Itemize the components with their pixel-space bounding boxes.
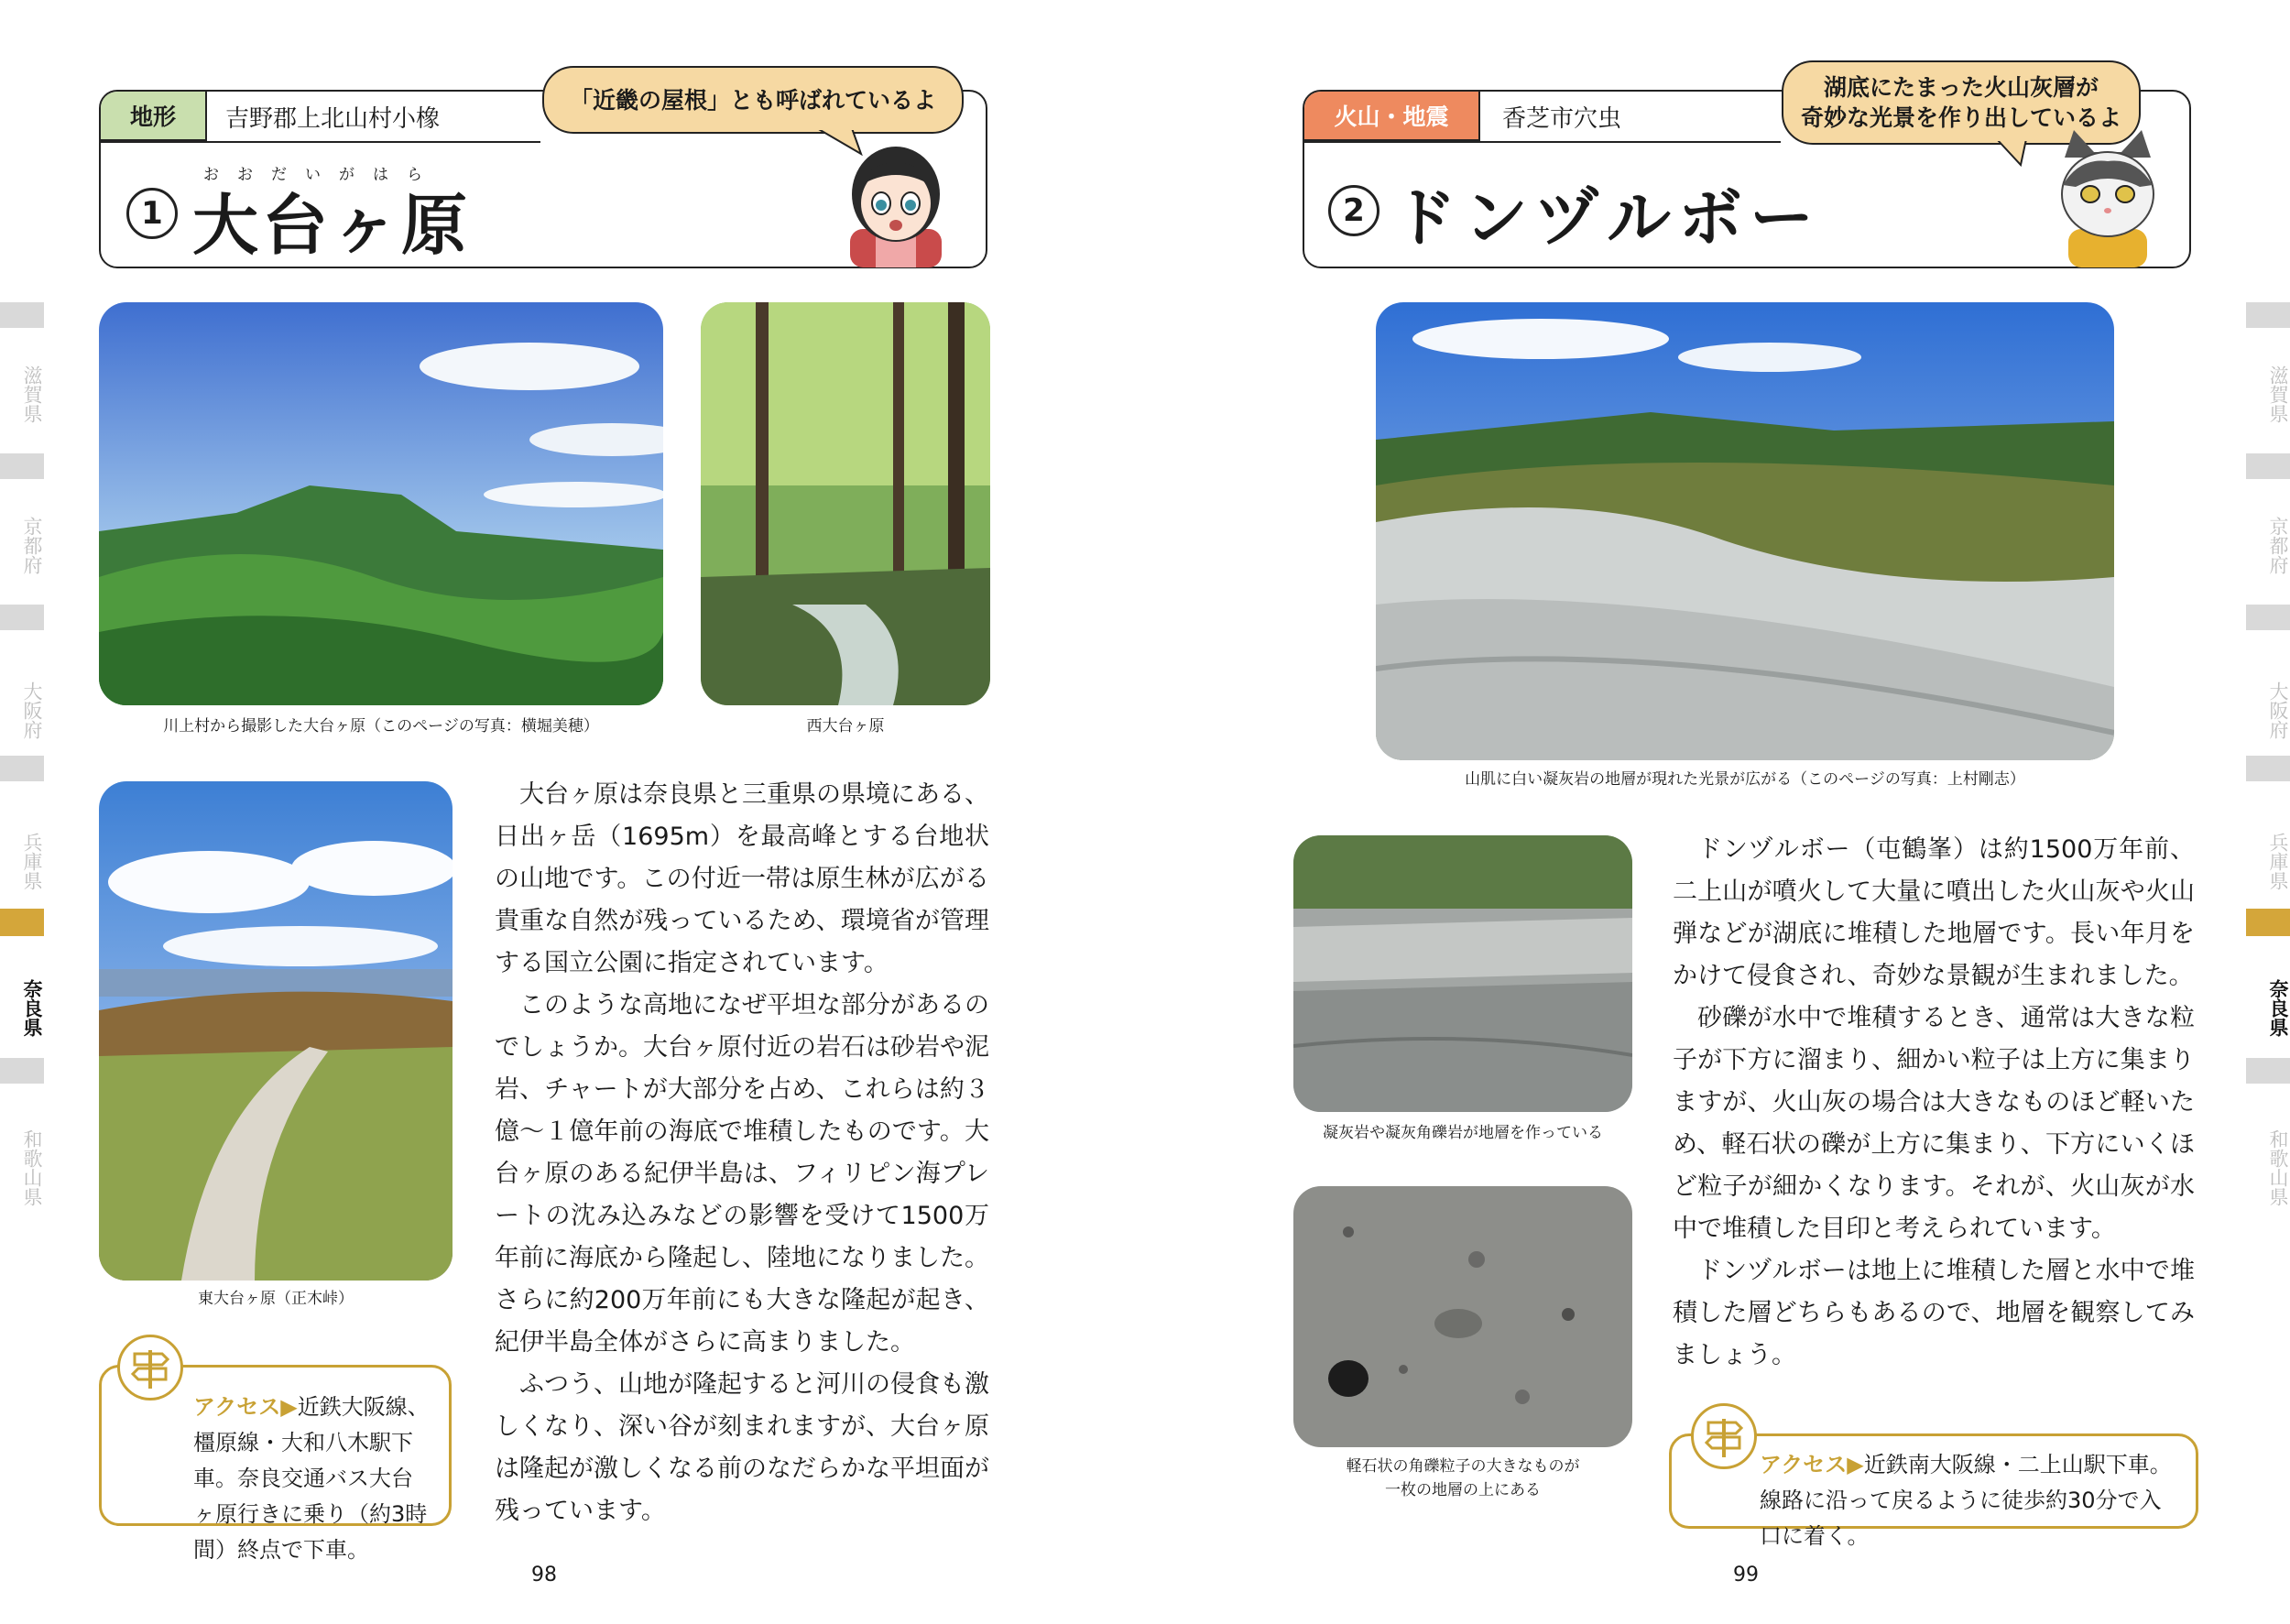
left-page-number: 98 xyxy=(531,1564,557,1586)
left-title-number: 1 xyxy=(126,188,178,239)
photo-donzurubo-landscape-caption: 山肌に白い凝灰岩の地層が現れた光景が広がる（このページの写真：上村剛志） xyxy=(1465,770,2025,789)
photo-tuff-caption: 凝灰岩や凝灰角礫岩が地層を作っている xyxy=(1323,1124,1603,1142)
tab-kyoto-right[interactable]: 京都府 xyxy=(2267,516,2289,574)
right-access-text: 近鉄南大阪線・二上山駅下車。線路に沿って戻るように徒歩約30分で入口に着く。 xyxy=(1760,1452,2172,1549)
tab-divider xyxy=(0,453,44,479)
tab-shiga-right[interactable]: 滋賀県 xyxy=(2267,365,2289,423)
left-location: 吉野郡上北山村小橡 xyxy=(225,104,441,133)
tab-active-marker-right xyxy=(2246,909,2290,936)
tab-divider xyxy=(0,302,44,328)
tab-divider xyxy=(0,756,44,781)
right-category-tag-label: 火山・地震 xyxy=(1334,104,1449,130)
girl-mascot-illustration xyxy=(841,128,951,267)
tab-active-marker xyxy=(0,909,44,936)
right-title-number: 2 xyxy=(1328,185,1379,236)
tab-divider xyxy=(0,1058,44,1084)
tab-divider xyxy=(2246,605,2290,630)
right-title: ドンヅルボー xyxy=(1392,180,1821,256)
right-header-divider xyxy=(1304,141,1781,143)
tab-nara[interactable]: 奈良県 xyxy=(21,978,43,1037)
signpost-icon-right xyxy=(1691,1403,1757,1469)
tab-divider xyxy=(2246,1058,2290,1084)
photo-higashi-caption: 東大台ヶ原（正木峠） xyxy=(198,1290,354,1308)
tab-divider xyxy=(2246,453,2290,479)
left-body-text xyxy=(495,774,989,1532)
tab-divider xyxy=(2246,756,2290,781)
photo-kawakami-view xyxy=(99,302,663,705)
right-body-paragraph-3: ドンヅルボーは地上に堆積した層と水中で堆積した層どちらもあるので、地層を観察してみましょう。 xyxy=(1673,1257,2195,1369)
tab-divider xyxy=(0,605,44,630)
left-body-paragraph-3: ふつう、山地が隆起すると河川の侵食も激しくなり、深い谷が刻まれますが、大台ヶ原は隆起が激しくなる前のなだらかな平坦面が残っています。 xyxy=(495,1370,989,1525)
right-page-number: 99 xyxy=(1733,1564,1759,1586)
tab-wakayama-right[interactable]: 和歌山県 xyxy=(2267,1129,2289,1206)
photo-tuff-layers xyxy=(1293,835,1632,1112)
right-prefecture-tabs xyxy=(2246,302,2290,1206)
right-location: 香芝市穴虫 xyxy=(1502,104,1622,133)
tab-hyogo[interactable]: 兵庫県 xyxy=(21,832,43,890)
right-bubble-line-2: 奇妙な光景を作り出しているよ xyxy=(1800,104,2121,131)
left-speech-bubble xyxy=(542,66,964,134)
right-body-paragraph-1: ドンヅルボー（屯鶴峯）は約1500万年前、二上山が噴火して大量に噴出した火山灰や火山弾などが湖底に堆積した地層です。長い年月をかけて侵食され、奇妙な景観が生まれました。 xyxy=(1673,835,2195,990)
left-access-text: 近鉄大阪線、橿原線・大和八木駅下車。奈良交通バス大台ヶ原行きに乗り（約3時間）終点で下車。 xyxy=(193,1394,430,1563)
tab-wakayama[interactable]: 和歌山県 xyxy=(21,1129,43,1206)
photo-pumice-gravel xyxy=(1293,1186,1632,1447)
right-body-paragraph-2: 砂礫が水中で堆積するとき、通常は大きな粒子が下方に溜まり、細かい粒子は上方に集まりますが、火山灰の場合は大きなものほど軽いため、軽石状の礫が上方に集まり、下方にいくほど粒子が細かくなります。それが、火山灰が水中で堆積した目印と考えられています。 xyxy=(1673,1004,2195,1243)
left-bubble-text: 「近畿の屋根」とも呼ばれているよ xyxy=(569,86,936,114)
photo-higashi-odaigahara xyxy=(99,781,453,1281)
left-category-tag xyxy=(101,92,207,141)
left-title: 大台ヶ原 xyxy=(192,187,472,264)
left-prefecture-tabs xyxy=(0,302,44,1206)
tab-kyoto[interactable]: 京都府 xyxy=(21,516,43,574)
tab-nara-right[interactable]: 奈良県 xyxy=(2267,978,2289,1037)
photo-nishi-odaigahara xyxy=(701,302,990,705)
left-title-ruby: おおだいがはら xyxy=(203,166,441,184)
left-category-tag-label: 地形 xyxy=(129,104,176,130)
photo-nishi-caption: 西大台ヶ原 xyxy=(806,717,885,736)
cat-mascot-illustration xyxy=(2052,130,2164,267)
right-bubble-line-1: 湖底にたまった火山灰層が xyxy=(1823,74,2099,101)
left-body-paragraph-2: このような高地になぜ平坦な部分があるのでしょうか。大台ヶ原付近の岩石は砂岩や泥岩、チャートが大部分を占め、これらは約３億～１億年前の海底で堆積したものです。大台ヶ原のある紀伊半島は、フィリピン海プレートの沈み込みなどの影響を受けて1500万年前に海底から隆起し、陸地になりました。さらに約200万年前にも大きな隆起が起き、紀伊半島全体がさらに高まりました。 xyxy=(495,991,989,1357)
photo-donzurubo-landscape xyxy=(1376,302,2114,760)
tab-divider xyxy=(2246,302,2290,328)
right-category-tag xyxy=(1304,92,1480,141)
photo-pumice-caption-line-1: 軽石状の角礫粒子の大きなものが xyxy=(1346,1457,1580,1476)
tab-hyogo-right[interactable]: 兵庫県 xyxy=(2267,832,2289,890)
photo-pumice-caption-line-2: 一枚の地層の上にある xyxy=(1385,1481,1541,1499)
right-access-label: アクセス▶ xyxy=(1760,1452,1864,1477)
tab-shiga[interactable]: 滋賀県 xyxy=(21,365,43,423)
tab-osaka[interactable]: 大阪府 xyxy=(21,681,43,739)
tab-osaka-right[interactable]: 大阪府 xyxy=(2267,681,2289,739)
right-body-text xyxy=(1673,829,2195,1377)
left-access-label: アクセス▶ xyxy=(193,1394,298,1420)
photo-pumice-caption xyxy=(1293,1455,1632,1502)
right-bubble-tail xyxy=(1995,137,2041,169)
photo-kawakami-caption: 川上村から撮影した大台ヶ原（このページの写真：横堀美穂） xyxy=(163,717,599,736)
signpost-icon xyxy=(117,1335,183,1401)
left-header-divider xyxy=(101,141,540,143)
left-body-paragraph-1: 大台ヶ原は奈良県と三重県の県境にある、日出ヶ岳（1695m）を最高峰とする台地状の山地です。この付近一帯は原生林が広がる貴重な自然が残っているため、環境省が管理する国立公園に指定されています。 xyxy=(495,780,989,977)
